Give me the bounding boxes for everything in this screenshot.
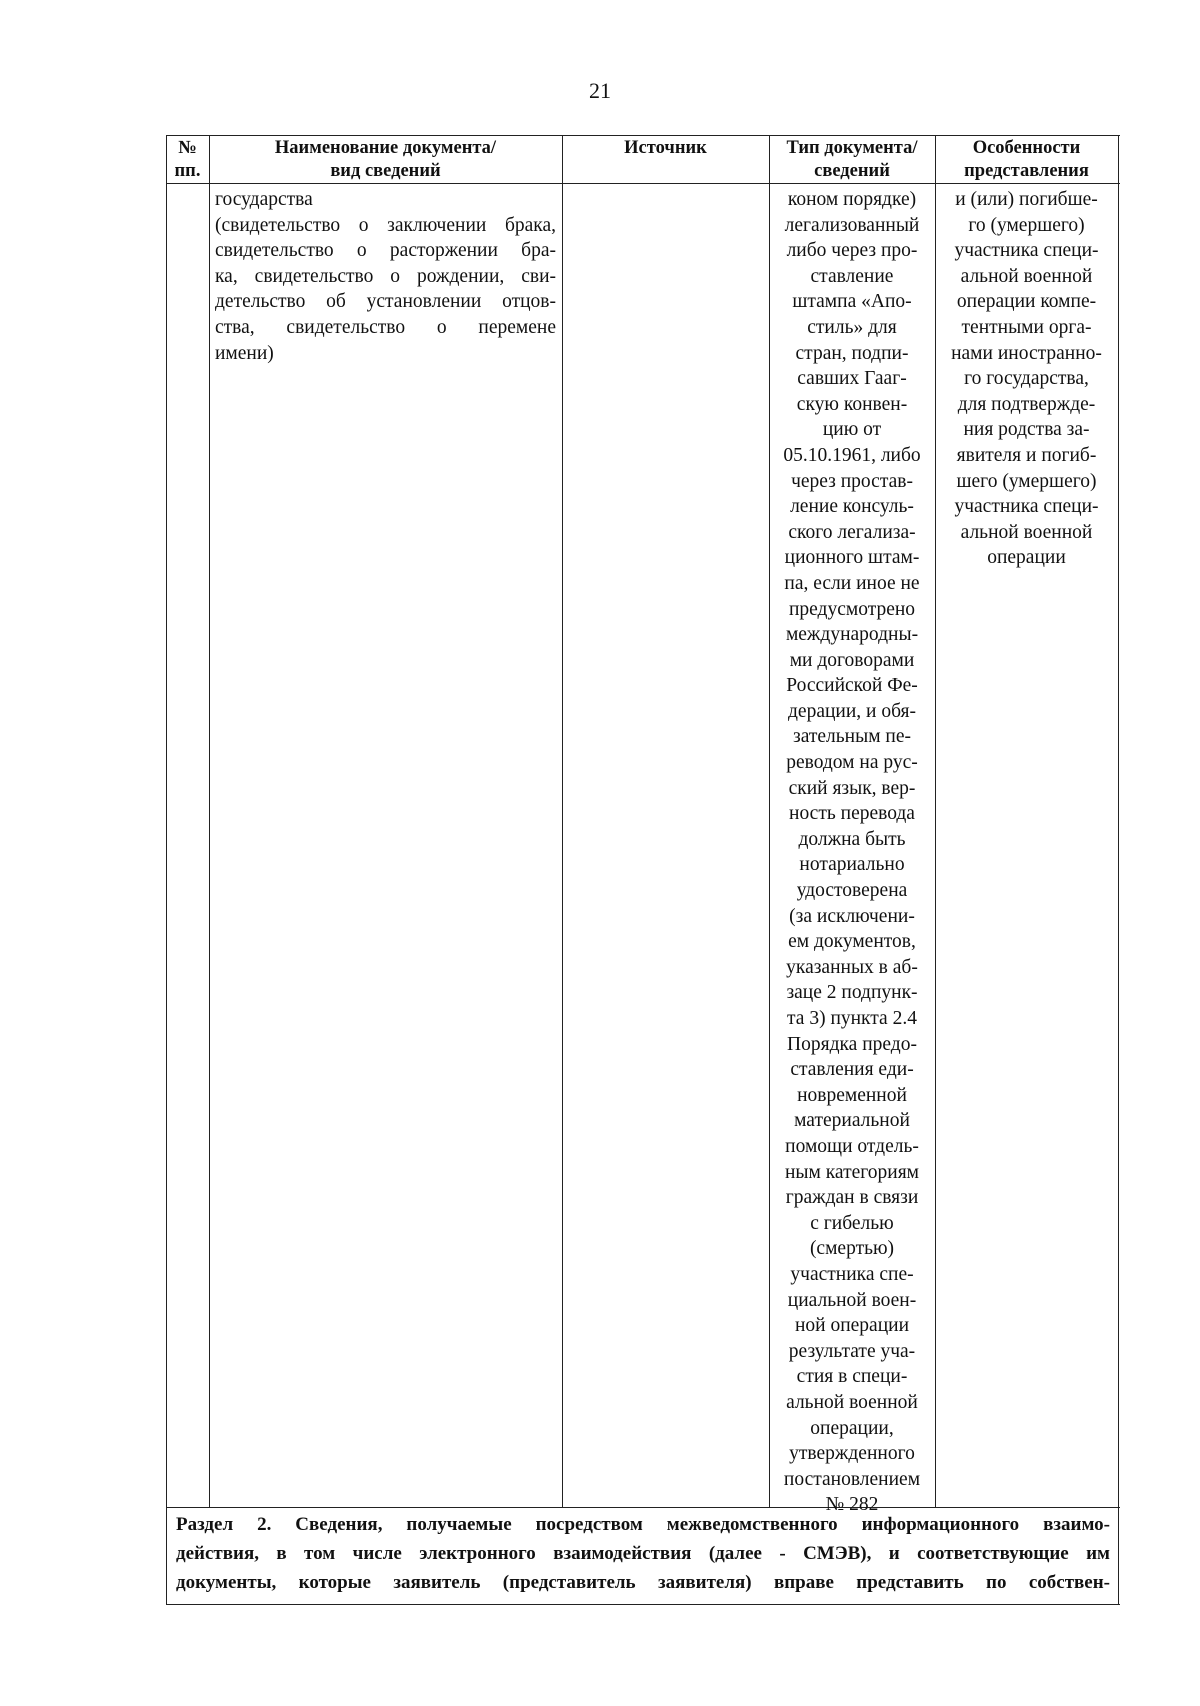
header-features-line: представления	[964, 161, 1089, 181]
document-type-line: скую конвен-	[796, 393, 908, 415]
document-type-line: материальной	[794, 1110, 910, 1132]
document-type-line: утвержденного	[789, 1443, 915, 1465]
features-line: альной военной	[960, 521, 1093, 543]
section-line: Раздел 2. Сведения, получаемые посредством межведомственного информационного взаимо-	[176, 1514, 1110, 1535]
col-divider-2	[562, 135, 563, 1507]
document-type-line: зательным пе-	[793, 726, 911, 748]
features-line: и (или) погибше-	[955, 189, 1098, 210]
header-num-line: №	[178, 138, 197, 158]
document-type-line: па, если иное не	[784, 572, 920, 594]
document-type-line: штампа «Апо-	[792, 291, 912, 313]
header-num-line: пп.	[174, 161, 201, 181]
document-type-line: та 3) пункта 2.4	[787, 1008, 917, 1029]
document-type-line: международны-	[785, 624, 919, 646]
header-name-line: вид сведений	[330, 161, 441, 181]
document-name-line: свидетельство о расторжении бра-	[215, 240, 556, 262]
document-type-line: Российской Фе-	[786, 675, 918, 697]
document-type-line: ление консуль-	[790, 496, 914, 518]
document-type-line: постановлением	[783, 1468, 921, 1490]
document-type-line: граждан в связи	[785, 1187, 919, 1209]
features-line: для подтвержде-	[957, 393, 1096, 415]
document-type-line: цию от	[822, 419, 882, 441]
document-type-line: предусмотрено	[788, 598, 916, 620]
header-bottom-border	[166, 183, 1120, 184]
features-line: операции компе-	[956, 291, 1097, 313]
document-name-line: ства, свидетельство о перемене	[215, 316, 556, 338]
document-type-line: дерации, и обя-	[788, 700, 916, 722]
features-line: участника специ-	[954, 240, 1099, 262]
section-top-border	[166, 1507, 1120, 1508]
document-type-line: результате уча-	[788, 1340, 916, 1362]
document-type-line: ский язык, вер-	[788, 777, 916, 799]
features-line: го (умершего)	[968, 214, 1085, 236]
document-type-line: заце 2 подпунк-	[786, 982, 918, 1004]
table-top-border	[166, 135, 1120, 136]
document-type-line: (за исключени-	[789, 905, 915, 927]
document-type-line: ной операции	[794, 1315, 910, 1337]
features-line: альной военной	[960, 265, 1093, 287]
document-type-line: стран, подпи-	[795, 342, 909, 364]
document-type-line: (смертью)	[809, 1238, 895, 1260]
features-line: шего (умершего)	[956, 470, 1097, 492]
document-type-line: альной военной	[786, 1391, 918, 1413]
section-2-heading	[176, 1510, 1110, 1597]
cell-document-type	[771, 187, 933, 1518]
document-type-line: № 282	[825, 1494, 879, 1516]
document-name-line: ка, свидетельство о рождении, сви-	[215, 265, 556, 287]
document-name-line: детельство об установлении отцов-	[215, 291, 556, 313]
document-type-line: ставления еди-	[790, 1059, 914, 1081]
document-type-line: легализованный	[784, 214, 920, 236]
col-divider-1	[209, 135, 210, 1507]
document-type-line: нотариально	[799, 854, 905, 876]
header-num	[166, 137, 209, 183]
header-type-line: Тип документа/	[786, 138, 918, 158]
document-type-line: новременной	[797, 1084, 907, 1106]
features-line: тентными орга-	[961, 316, 1092, 338]
document-type-line: ем документов,	[788, 931, 916, 953]
features-line: явителя и погиб-	[956, 444, 1097, 466]
col-divider-3	[769, 135, 770, 1507]
document-name-line: государства	[215, 189, 313, 210]
document-type-line: через простав-	[791, 470, 913, 492]
document-type-line: ционного штам-	[784, 547, 920, 569]
header-source-line: Источник	[624, 138, 707, 158]
col-divider-4	[935, 135, 936, 1507]
document-type-line: участника спе-	[790, 1263, 914, 1285]
document-type-line: ского легализа-	[788, 521, 916, 543]
document-type-line: с гибелью	[810, 1212, 894, 1234]
document-type-line: стиль» для	[807, 316, 897, 338]
document-type-line: Порядка предо-	[787, 1033, 917, 1055]
header-name-line: Наименование документа/	[274, 138, 497, 158]
cell-document-name	[215, 187, 556, 366]
table-bottom-border	[166, 1604, 1120, 1605]
features-line: нами иностранно-	[951, 342, 1102, 364]
document-type-line: 05.10.1961, либо	[783, 444, 921, 466]
document-type-line: должна быть	[798, 828, 906, 850]
features-line: ния родства за-	[963, 419, 1090, 441]
header-name	[209, 137, 562, 183]
document-name-line: имени)	[215, 342, 274, 364]
document-type-line: стия в специ-	[796, 1366, 908, 1388]
document-type-line: указанных в аб-	[786, 956, 918, 978]
document-type-line: ным категориям	[784, 1161, 919, 1183]
document-type-line: циальной воен-	[787, 1289, 917, 1311]
page-number: 21	[589, 78, 611, 103]
section-line: документы, которые заявитель (представитель заявителя) вправе представить по собствен-	[176, 1572, 1110, 1593]
cell-features	[937, 187, 1116, 571]
table-left-border	[166, 135, 167, 1605]
document-type-line: удостоверена	[796, 880, 908, 902]
header-source	[562, 137, 769, 183]
document-type-line: помощи отдель-	[785, 1135, 919, 1157]
header-features	[935, 137, 1118, 183]
document-type-line: ставление	[810, 265, 894, 287]
document-type-line: коном порядке)	[787, 189, 917, 210]
header-features-line: Особенности	[972, 138, 1081, 158]
features-line: операции	[987, 547, 1066, 569]
document-type-line: ми договорами	[789, 649, 915, 671]
document-name-line: (свидетельство о заключении брака,	[215, 214, 556, 236]
document-type-line: операции,	[810, 1417, 894, 1439]
features-line: участника специ-	[954, 496, 1099, 518]
document-type-line: ность перевода	[789, 803, 915, 825]
table-right-border	[1118, 135, 1119, 1605]
header-type-line: сведений	[814, 161, 890, 181]
features-line: го государства,	[964, 368, 1089, 390]
section-line: действия, в том числе электронного взаимодействия (далее - СМЭВ), и соответствующие им	[176, 1543, 1110, 1564]
document-type-line: реводом на рус-	[786, 752, 918, 774]
document-type-line: либо через про-	[786, 240, 918, 262]
document-type-line: савших Гааг-	[797, 368, 907, 390]
header-type	[769, 137, 935, 183]
